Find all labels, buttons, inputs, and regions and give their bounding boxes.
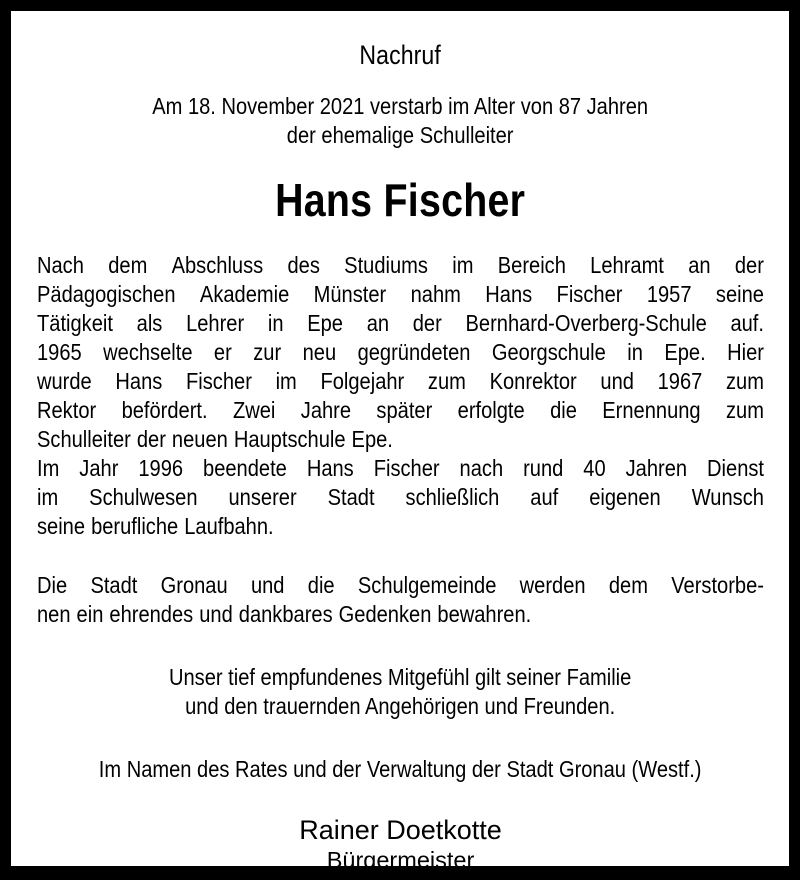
- word: und: [199, 601, 233, 627]
- biography-paragraph-2: [37, 454, 764, 541]
- word: gegründeten: [357, 339, 471, 365]
- paragraph-line: [37, 512, 764, 541]
- announcement-block: [37, 92, 764, 150]
- word: dankbares: [238, 601, 333, 627]
- word: ein: [76, 601, 104, 627]
- word: auf.: [730, 310, 764, 336]
- word: die: [307, 572, 335, 598]
- word: Nach: [37, 252, 84, 278]
- word: schließlich: [405, 484, 500, 510]
- word: im: [37, 484, 59, 510]
- word: die: [550, 397, 577, 423]
- word: nahm: [410, 281, 461, 307]
- spacer-before-remembrance: [37, 541, 764, 571]
- word: im: [452, 252, 474, 278]
- word: auf: [530, 484, 559, 510]
- word: der: [136, 426, 166, 452]
- notice-heading: [37, 40, 764, 70]
- word: Folgejahr: [320, 368, 405, 394]
- word: zum: [725, 368, 764, 394]
- word: wechselte: [103, 339, 193, 365]
- word: 1996: [138, 455, 184, 481]
- deceased-name: [37, 174, 764, 226]
- word: Schulleiter: [37, 426, 131, 452]
- deceased-name-text: Hans Fischer: [275, 174, 526, 226]
- word: er: [213, 339, 232, 365]
- word: neu: [302, 339, 337, 365]
- word: Epe.: [351, 426, 393, 452]
- word: wurde: [37, 368, 92, 394]
- word: Akademie: [199, 281, 290, 307]
- paragraph-line: [37, 251, 764, 280]
- word: Lehrer: [186, 310, 245, 336]
- word: Bereich: [497, 252, 566, 278]
- word: Jahren: [625, 455, 688, 481]
- word: Die: [37, 572, 68, 598]
- paragraph-line: [37, 367, 764, 396]
- word: Bernhard-Overberg-Schule: [465, 310, 707, 336]
- word: an: [366, 310, 390, 336]
- notice-heading-text: Nachruf: [359, 40, 442, 70]
- paragraph-line: [37, 280, 764, 309]
- word: Münster: [313, 281, 387, 307]
- word: der: [412, 310, 442, 336]
- word: Studiums: [344, 252, 428, 278]
- paragraph-line: [37, 454, 764, 483]
- signature-name: [37, 814, 764, 846]
- condolence-line-2: und den trauernden Angehörigen und Freunden.: [185, 693, 616, 719]
- word: 40: [583, 455, 606, 481]
- word: Verstorbe-: [671, 572, 764, 598]
- word: Jahr: [79, 455, 119, 481]
- word: Rektor: [37, 397, 97, 423]
- issuer-statement: [37, 755, 764, 784]
- word: in: [627, 339, 643, 365]
- paragraph-line: [37, 425, 764, 454]
- word: Fischer: [186, 368, 252, 394]
- word: Zwei: [232, 397, 276, 423]
- word: 1957: [646, 281, 692, 307]
- notice-paper: [11, 11, 789, 873]
- spacer-before-issuer: [37, 721, 764, 755]
- word: Jahre: [300, 397, 352, 423]
- word: Pädagogischen: [37, 281, 176, 307]
- word: des: [287, 252, 320, 278]
- spacer-before-condolence: [37, 629, 764, 663]
- word: Epe: [307, 310, 343, 336]
- word: Schulwesen: [89, 484, 198, 510]
- word: zur: [253, 339, 282, 365]
- word: im: [275, 368, 297, 394]
- word: nach: [459, 455, 504, 481]
- word: Stadt: [327, 484, 375, 510]
- word: Georgschule: [491, 339, 606, 365]
- word: Abschluss: [171, 252, 264, 278]
- word: der: [734, 252, 764, 278]
- announcement-line-1: Am 18. November 2021 verstarb im Alter von 87 Jahren: [152, 93, 649, 119]
- word: Wunsch: [691, 484, 764, 510]
- word: an: [688, 252, 711, 278]
- word: Epe.: [664, 339, 706, 365]
- word: dem: [108, 252, 148, 278]
- word: beendete: [203, 455, 287, 481]
- word: Stadt: [90, 572, 138, 598]
- word: Gedenken: [338, 601, 432, 627]
- word: Dienst: [707, 455, 765, 481]
- word: Gronau: [160, 572, 228, 598]
- word: rund: [523, 455, 564, 481]
- paragraph-line: [37, 309, 764, 338]
- issuer-statement-text: Im Namen des Rates und der Verwaltung der Stadt Gronau (Westf.): [99, 756, 702, 782]
- word: später: [376, 397, 433, 423]
- paragraph-line: [37, 483, 764, 512]
- spacer-before-signature: [37, 784, 764, 814]
- word: Hans: [115, 368, 163, 394]
- word: Hans: [485, 281, 533, 307]
- word: 1965: [37, 339, 82, 365]
- word: seine: [37, 513, 86, 539]
- word: Fischer: [556, 281, 623, 307]
- word: und: [600, 368, 634, 394]
- word: Konrektor: [489, 368, 577, 394]
- word: eigenen: [589, 484, 661, 510]
- word: zum: [427, 368, 466, 394]
- word: und: [250, 572, 285, 598]
- word: in: [267, 310, 284, 336]
- signature-name-text: Rainer Doetkotte: [299, 815, 502, 845]
- signature-role: [37, 846, 764, 874]
- announcement-line-2: der ehemalige Schulleiter: [287, 122, 514, 148]
- word: Schulgemeinde: [357, 572, 497, 598]
- word: befördert.: [121, 397, 208, 423]
- word: Fischer: [373, 455, 440, 481]
- word: Ernennung: [602, 397, 701, 423]
- word: nen: [37, 601, 71, 627]
- paragraph-line: [37, 600, 764, 629]
- remembrance-paragraph: [37, 571, 764, 629]
- biography-paragraph-1: [37, 251, 764, 454]
- word: zum: [725, 397, 764, 423]
- paragraph-line: [37, 571, 764, 600]
- word: Hans: [306, 455, 354, 481]
- word: werden: [519, 572, 586, 598]
- word: berufliche: [91, 513, 179, 539]
- word: dem: [608, 572, 648, 598]
- word: Tätigkeit: [37, 310, 113, 336]
- word: unserer: [228, 484, 297, 510]
- word: ehrendes: [109, 601, 194, 627]
- word: Lehramt: [590, 252, 664, 278]
- word: Im: [37, 455, 60, 481]
- paragraph-line: [37, 396, 764, 425]
- word: als: [136, 310, 163, 336]
- condolence-line-1: Unser tief empfundenes Mitgefühl gilt seiner Familie: [169, 664, 632, 690]
- word: Hauptschule: [233, 426, 346, 452]
- signature-role-text: Bürgermeister: [326, 847, 475, 873]
- word: Laufbahn.: [184, 513, 274, 539]
- word: 1967: [657, 368, 703, 394]
- condolence-block: [37, 663, 764, 721]
- word: bewahren.: [437, 601, 532, 627]
- word: seine: [715, 281, 764, 307]
- notice-content: [37, 11, 764, 874]
- word: Hier: [727, 339, 764, 365]
- paragraph-line: [37, 338, 764, 367]
- word: erfolgte: [457, 397, 525, 423]
- word: neuen: [171, 426, 228, 452]
